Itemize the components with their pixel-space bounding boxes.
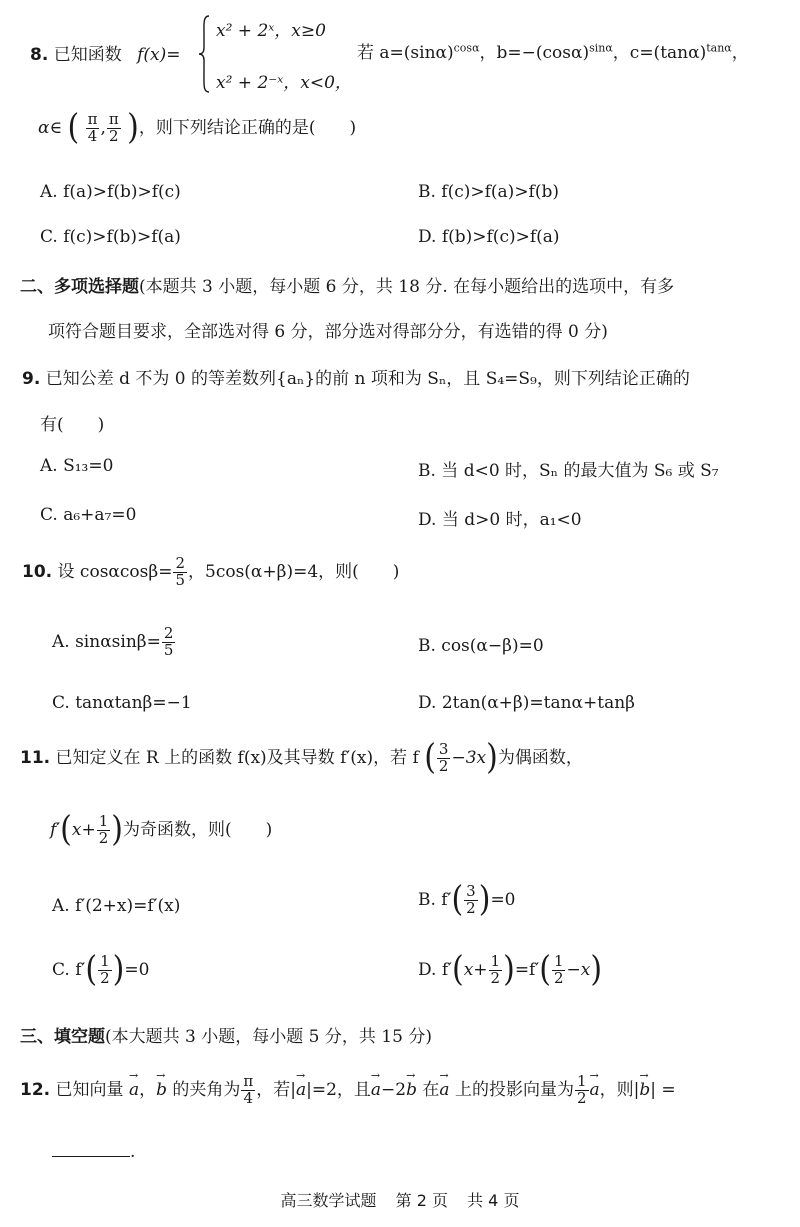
q8-number: 8. <box>30 45 49 65</box>
footer-total: 共 4 页 <box>467 1191 520 1210</box>
section2-header <box>20 272 674 297</box>
q10-stem-a: 设 cosαcosβ= <box>57 561 173 582</box>
q8-cond-c: ，c=(tanα) <box>612 43 707 63</box>
section2-title: 二、多项选择题 <box>20 277 139 297</box>
q11-stem-a: 已知定义在 R 上的函数 f(x)及其导数 f′(x)，若 f <box>55 747 419 768</box>
q12-stem: 12. 已知向量 → a，→ b 的夹角为 $\frac{\pi}{4}$ ，若|→ a|=2，且→ a−2→ b 在→ a 上的投影向量为 $\frac{1}{2}$ → a，则|→ b| = <box>20 1074 676 1107</box>
q10-stem <box>22 556 399 589</box>
q8-line1 <box>30 40 181 65</box>
q9-option-a[interactable]: A. S₁₃=0 <box>40 456 114 476</box>
vector-b: → b <box>156 1080 167 1100</box>
q9-option-b[interactable]: B. 当 d<0 时，Sₙ 的最大值为 S₆ 或 S₇ <box>418 461 719 481</box>
q8-piece1: x² + 2ˣ，x≥0 <box>216 21 326 41</box>
q8-alpha-prefix: α∈ <box>38 117 63 138</box>
q8-piece2: x² + 2⁻ˣ，x<0， <box>216 73 352 93</box>
q11-line1: 11. 已知定义在 R 上的函数 f(x)及其导数 f′(x)，若 f ( $\frac{3}{2}$ −3x)为偶函数， <box>20 737 583 778</box>
q11-option-c[interactable]: C. f′( $\frac{1}{2}$ )=0 <box>52 949 150 990</box>
q8-option-b[interactable]: B. f(c)>f(a)>f(b) <box>418 182 559 202</box>
q11-number: 11. <box>20 747 51 768</box>
q8-cond-b: ，b=−(cosα) <box>479 43 590 63</box>
q9-number: 9. <box>22 369 41 389</box>
q8-exp-a: cosα <box>453 41 480 55</box>
q11-stem-c: 为偶函数， <box>497 747 583 768</box>
q8-exp-b: sinα <box>589 41 613 55</box>
section3-title: 三、填空题 <box>20 1027 105 1047</box>
q12-number: 12. <box>20 1079 51 1100</box>
footer-page: 第 2 页 <box>395 1191 448 1210</box>
q10-stem-b: ，5cos(α+β)=4，则( ) <box>188 561 400 582</box>
q8-option-d[interactable]: D. f(b)>f(c)>f(a) <box>418 227 560 247</box>
page-footer <box>0 1188 800 1211</box>
q8-fname: f(x)= <box>137 45 181 65</box>
q10-option-b[interactable]: B. cos(α−β)=0 <box>418 636 544 656</box>
section2-desc-2: 项符合题目要求，全部选对得 6 分，部分选对得部分分，有选错的得 0 分) <box>48 322 608 342</box>
section2-desc-1: (本题共 3 小题，每小题 6 分，共 18 分. 在每小题给出的选项中，有多 <box>139 277 675 297</box>
q10-frac: $\frac{2}{5}$ <box>175 554 185 589</box>
q11-line2: f′(x+ $\frac{1}{2}$ )为奇函数，则( ) <box>50 809 273 850</box>
q9-line1 <box>22 364 690 389</box>
q8-prefix: 已知函数 <box>53 45 122 65</box>
q8-line2: α∈ ( $\frac{\pi}{4}$ , $\frac{\pi}{2}$ )，则下列结论正确的是( ) <box>38 107 357 148</box>
section3-desc: (本大题共 3 小题，每小题 5 分，共 15 分) <box>105 1027 432 1047</box>
q9-stem-1: 已知公差 d 不为 0 的等差数列{aₙ}的前 n 项和为 Sₙ，且 S₄=S₉，则下列结论正确的 <box>45 369 690 389</box>
q11-option-d[interactable]: D. f′(x+ $\frac{1}{2}$ )=f′( $\frac{1}{2}$ −x) <box>418 949 603 990</box>
q10-number: 10. <box>22 561 53 582</box>
brace-icon <box>198 14 210 94</box>
q9-stem-2: 有( ) <box>40 415 105 435</box>
q9-option-d[interactable]: D. 当 d>0 时，a₁<0 <box>418 510 582 530</box>
q8-exp-c: tanα <box>706 41 732 55</box>
q9-option-c[interactable]: C. a₆+a₇=0 <box>40 505 137 525</box>
vector-a: → a <box>129 1080 139 1100</box>
q11-option-a[interactable]: A. f′(2+x)=f′(x) <box>52 896 181 916</box>
q8-option-c[interactable]: C. f(c)>f(b)>f(a) <box>40 227 181 247</box>
q10-option-c[interactable]: C. tanαtanβ=−1 <box>52 693 192 713</box>
q8-stem-end: ，则下列结论正确的是( ) <box>138 117 357 138</box>
q8-comma: ， <box>731 43 749 63</box>
answer-blank[interactable] <box>52 1155 130 1157</box>
q8-piecewise <box>198 14 358 94</box>
footer-subject: 高三数学试题 <box>280 1191 377 1210</box>
q8-frac-pi4: $\frac{\pi}{4}$ <box>87 110 98 145</box>
q8-option-a[interactable]: A. f(a)>f(b)>f(c) <box>40 182 181 202</box>
q10-option-d[interactable]: D. 2tan(α+β)=tanα+tanβ <box>418 693 636 713</box>
q8-frac-pi2: $\frac{\pi}{2}$ <box>108 110 119 145</box>
q8-cond-a: 若 a=(sinα) <box>357 43 454 63</box>
q12-answer-line: . <box>52 1142 135 1162</box>
q10-option-a[interactable]: A. sinαsinβ= $\frac{2}{5}$ <box>52 624 174 659</box>
q11-option-b[interactable]: B. f′( $\frac{3}{2}$ )=0 <box>418 879 516 920</box>
section3-header <box>20 1022 432 1047</box>
q8-condition <box>357 38 749 63</box>
